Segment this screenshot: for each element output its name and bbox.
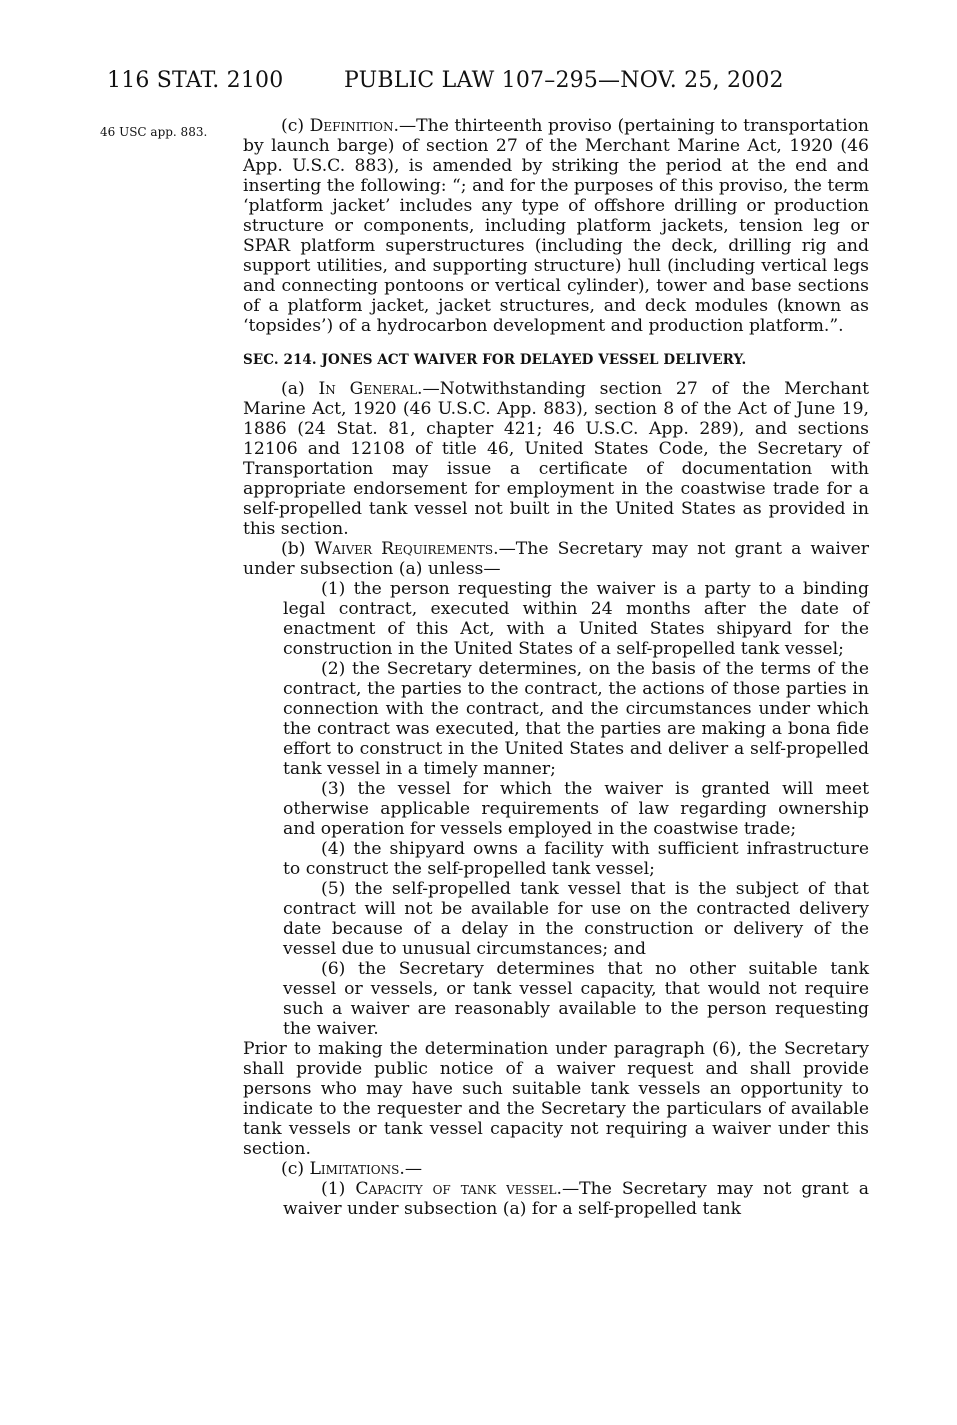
paragraph-5: (5) the self-propelled tank vessel that is the subject of that contract will not be available for use on the contracted delivery date because of a delay in the construction or delivery of the vessel due to unusual circumstances; and — [283, 879, 869, 959]
paragraph-1: (1) the person requesting the waiver is a party to a binding legal contract, executed within 24 months after the date of enactment of this Act, with a United States shipyard for the construction in the United States of a self-propelled tank vessel; — [283, 579, 869, 659]
subsection-heading: In General — [318, 379, 418, 399]
subsection-heading: Limitations — [309, 1159, 400, 1179]
closing-paragraph: Prior to making the determination under paragraph (6), the Secretary shall provide public notice of a waiver request and shall provide persons who may have such suitable tank vessels an opportunity to indicate to the requester and the Secretary the particulars of available tank vessels or tank vessel capacity not requiring a waiver under this section. — [243, 1039, 869, 1159]
subsection-c-definition: (c) Definition.—The thirteenth proviso (pertaining to transportation by launch barge) of section 27 of the Merchant Marine Act, 1920 (46 App. U.S.C. 883), is amended by striking the period at the end and inserting the following: “; and for the purposes of this proviso, the term ‘platform jacket’ includes any type of offshore drilling or production structure or components, including platform jackets, tension leg or SPAR platform superstructures (including the deck, drilling rig and support utilities, and supporting structure) hull (including vertical legs and connecting pontoons or vertical cylinder), tower and base sections of a platform jacket, jacket structures, and deck modules (known as ‘topsides’) of a hydrocarbon development and production platform.”. — [243, 116, 869, 336]
subsection-heading: Waiver Requirements — [314, 539, 494, 559]
document-body — [243, 116, 869, 1219]
paragraph-6: (6) the Secretary determines that no other suitable tank vessel or vessels, or tank vessel capacity, that would not require such a waiver are reasonably available to the person requesting the waiver. — [283, 959, 869, 1039]
page-number: 116 STAT. 2100 — [107, 68, 284, 93]
margin-citation: 46 USC app. 883. — [100, 125, 208, 139]
section-heading: SEC. 214. JONES ACT WAIVER FOR DELAYED VESSEL DELIVERY. — [243, 352, 747, 368]
limitation-paragraph-1: (1) Capacity of tank vessel.—The Secretary may not grant a waiver under subsection (a) for a self-propelled tank — [283, 1179, 869, 1219]
subsection-heading: Definition — [309, 116, 394, 136]
subsection-b: (b) Waiver Requirements.—The Secretary may not grant a waiver under subsection (a) unless— — [243, 539, 869, 579]
paragraph-4: (4) the shipyard owns a facility with sufficient infrastructure to construct the self-propelled tank vessel; — [283, 839, 869, 879]
law-title: PUBLIC LAW 107–295—NOV. 25, 2002 — [344, 68, 784, 93]
paragraph-3: (3) the vessel for which the waiver is granted will meet otherwise applicable requirements of law regarding ownership and operation for vessels employed in the coastwise trade; — [283, 779, 869, 839]
subsection-c-limitations: (c) Limitations.— — [281, 1159, 423, 1179]
paragraph-heading: Capacity of tank vessel — [355, 1179, 557, 1199]
subsection-a: (a) In General.—Notwithstanding section 27 of the Merchant Marine Act, 1920 (46 U.S.C. App. 883), section 8 of the Act of June 19, 1886 (24 Stat. 81, chapter 421; 46 U.S.C. App. 289), and sections 12106 and 12108 of title 46, United States Code, the Secretary of Transportation may issue a certificate of documentation with appropriate endorsement for employment in the coastwise trade for a self-propelled tank vessel not built in the United States as provided in this section. — [243, 379, 869, 539]
paragraph-2: (2) the Secretary determines, on the basis of the terms of the contract, the parties to the contract, the actions of those parties in connection with the contract, and the circumstances under which the contract was executed, that the parties are making a bona fide effort to construct in the United States and deliver a self-propelled tank vessel in a timely manner; — [283, 659, 869, 779]
